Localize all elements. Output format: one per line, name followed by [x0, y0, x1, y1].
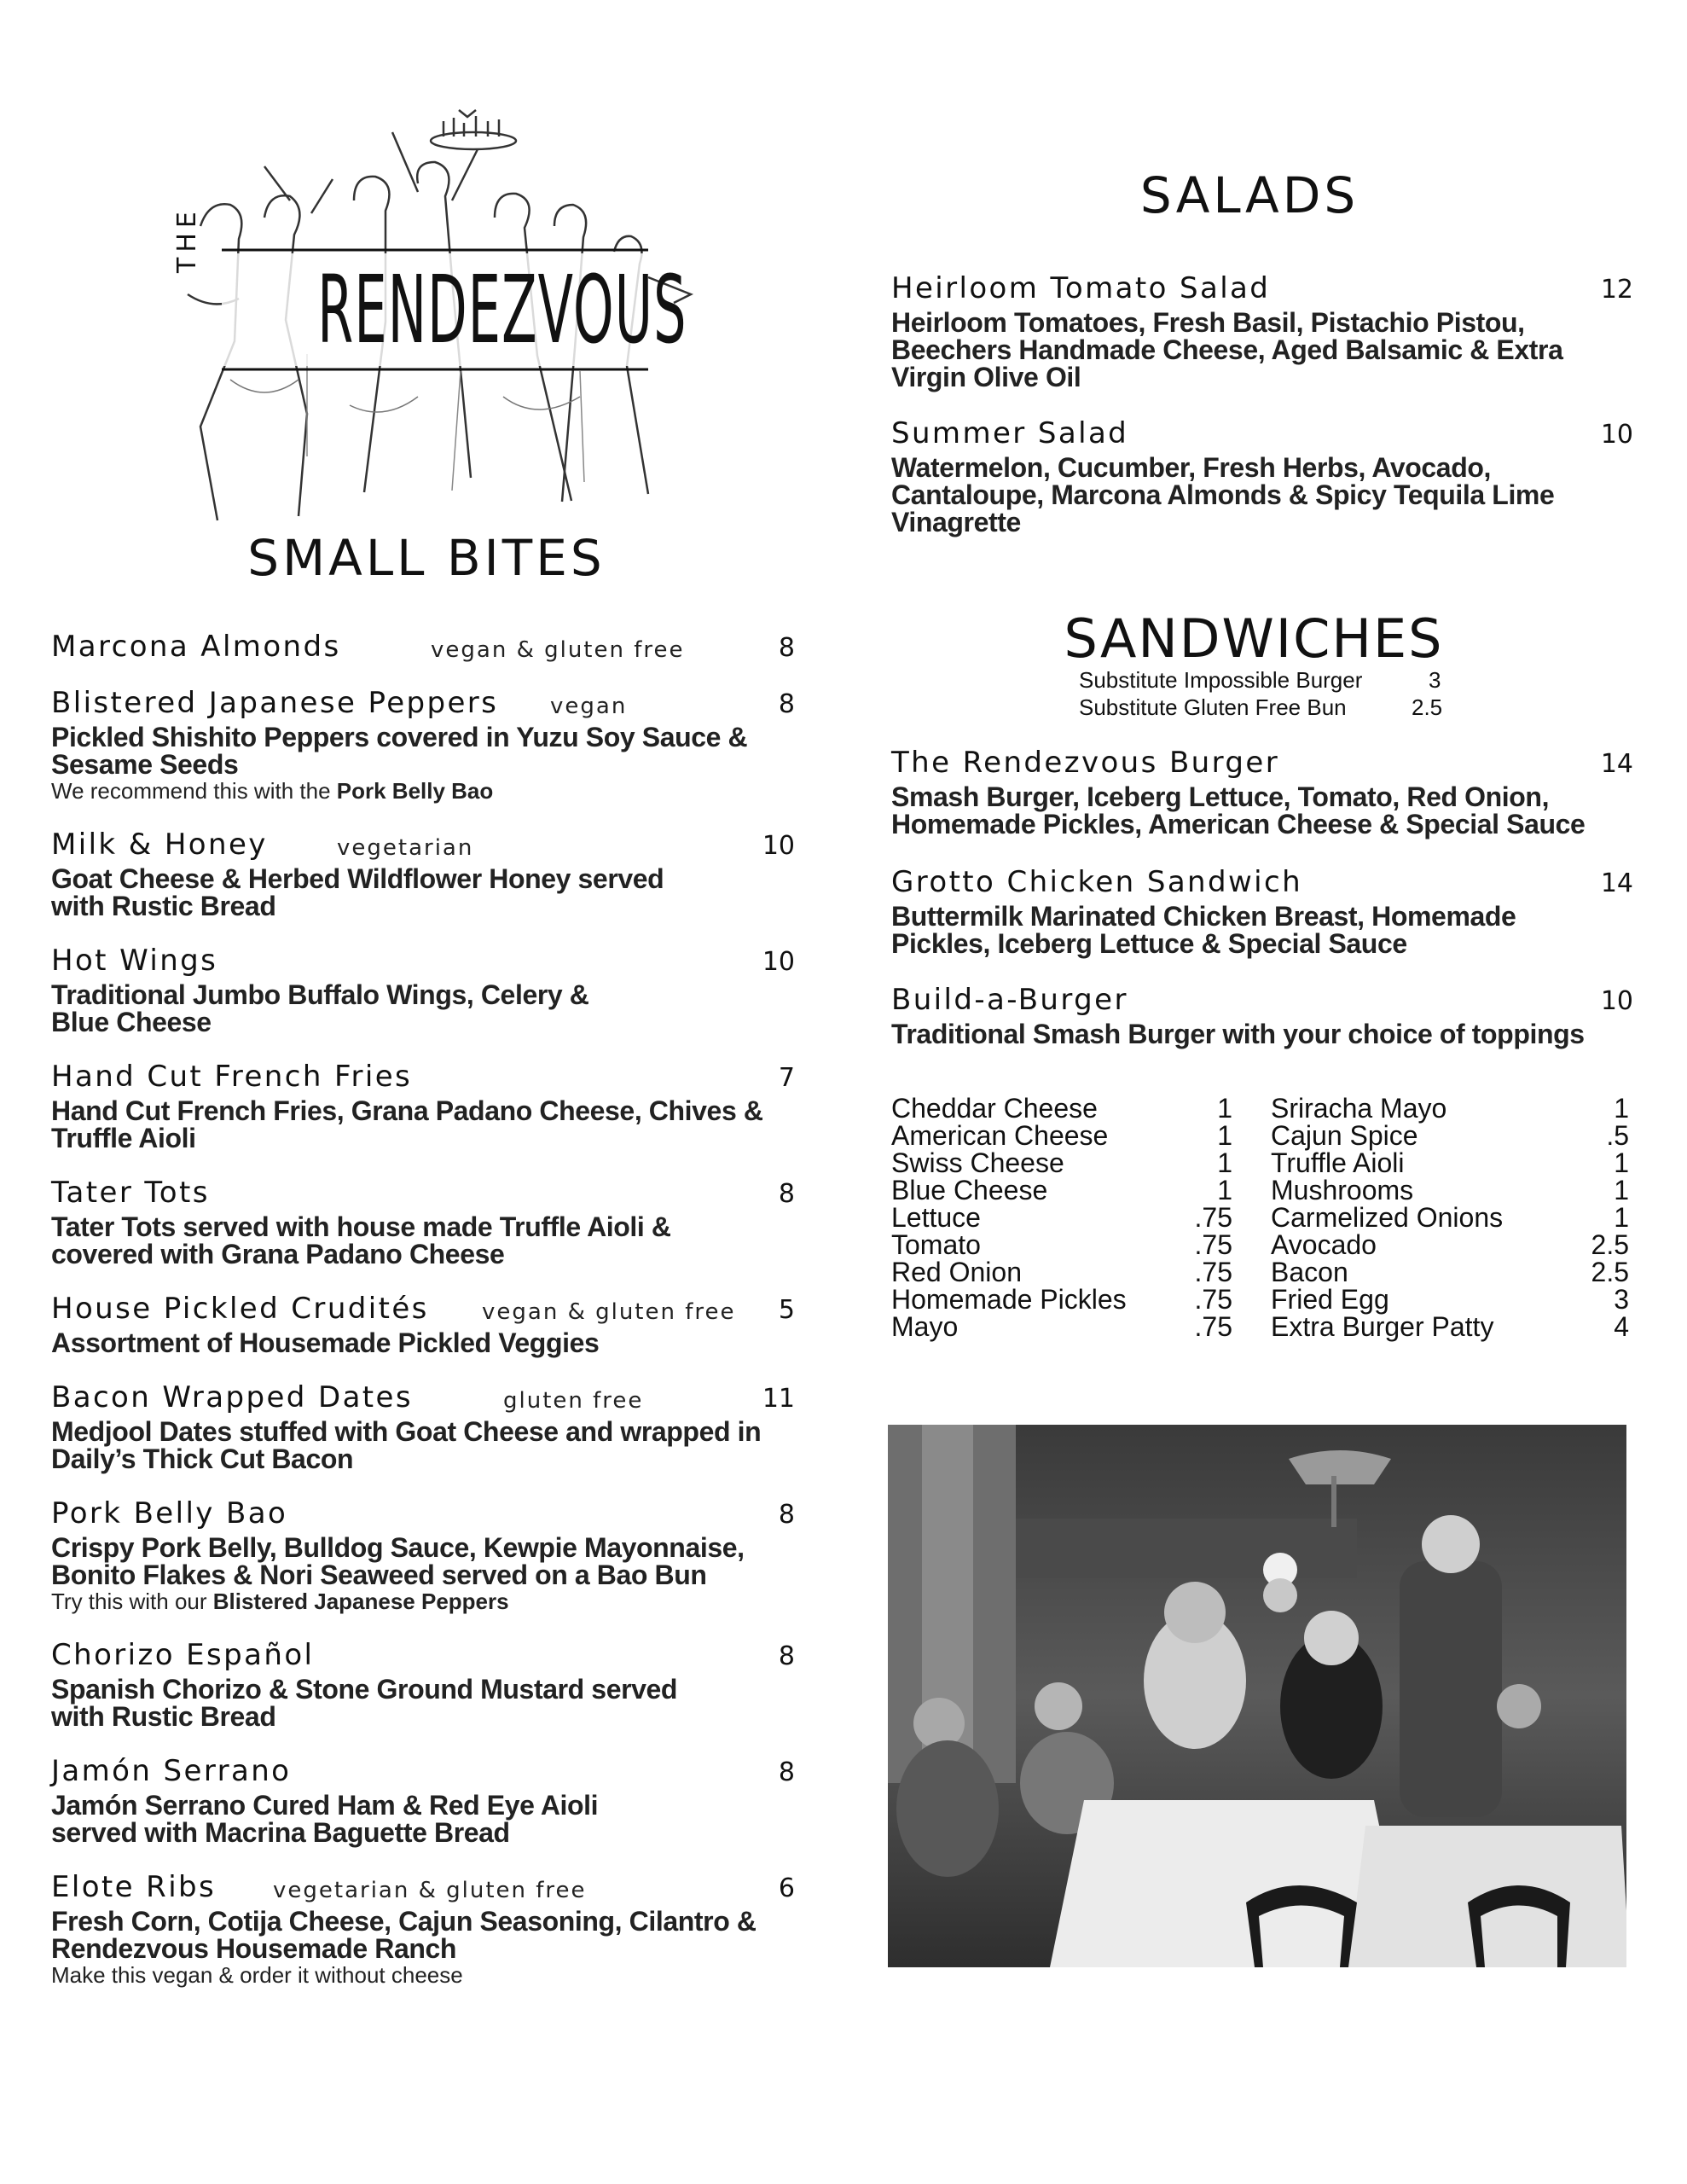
topping-name: Fried Egg [1271, 1284, 1389, 1315]
topping-row [891, 1149, 1232, 1176]
topping-price: 1 [1217, 1093, 1232, 1124]
item-price: 6 [778, 1873, 795, 1903]
item-note [51, 1589, 795, 1614]
topping-row [1271, 1149, 1629, 1176]
item-description: Crispy Pork Belly, Bulldog Sauce, Kewpie Mayonnaise, Bonito Flakes & Nori Seaweed served on a Bao Bun [51, 1532, 745, 1590]
dietary-tag: vegan [550, 694, 628, 719]
topping-price: .75 [1194, 1311, 1232, 1342]
topping-price: 1 [1614, 1093, 1629, 1124]
topping-name: Cheddar Cheese [891, 1093, 1098, 1124]
topping-row [891, 1286, 1232, 1313]
item-description: Buttermilk Marinated Chicken Breast, Homemade Pickles, Iceberg Lettuce & Special Sauce [891, 901, 1516, 959]
topping-name: Lettuce [891, 1202, 981, 1233]
menu-item [51, 686, 795, 804]
menu-item [51, 1060, 795, 1152]
topping-row [1271, 1122, 1629, 1149]
item-name: Heirloom Tomato Salad [891, 271, 1271, 305]
item-name: Build-a-Burger [891, 983, 1128, 1017]
topping-row [1271, 1204, 1629, 1231]
topping-price: .5 [1606, 1120, 1629, 1151]
topping-name: Mushrooms [1271, 1175, 1414, 1205]
substitution-price: 3 [1429, 667, 1441, 693]
item-name: Milk & Honey [51, 828, 268, 862]
topping-price: 2.5 [1591, 1229, 1629, 1260]
note-highlight: Pork Belly Bao [336, 778, 494, 804]
topping-name: Avocado [1271, 1229, 1377, 1260]
topping-price: 4 [1614, 1311, 1629, 1342]
topping-row [1271, 1286, 1629, 1313]
item-price: 8 [778, 1757, 795, 1787]
note-text: Try this with our [51, 1589, 213, 1614]
note-text: Make this vegan & order it without cheese [51, 1962, 463, 1988]
menu-item [51, 1496, 795, 1614]
topping-row [891, 1122, 1232, 1149]
topping-price: 1 [1614, 1147, 1629, 1178]
topping-price: .75 [1194, 1284, 1232, 1315]
topping-name: Cajun Spice [1271, 1120, 1418, 1151]
item-description: Medjool Dates stuffed with Goat Cheese and wrapped in Daily’s Thick Cut Bacon [51, 1416, 762, 1474]
menu-item [51, 1870, 795, 1988]
toppings-list-right [1271, 1095, 1629, 1340]
substitution-label: Substitute Gluten Free Bun [1079, 694, 1347, 720]
item-name: Pork Belly Bao [51, 1496, 288, 1531]
topping-row [1271, 1258, 1629, 1286]
item-name: Tater Tots [51, 1176, 210, 1210]
note-highlight: Blistered Japanese Peppers [212, 1589, 509, 1614]
topping-name: Blue Cheese [891, 1175, 1048, 1205]
substitution-gluten-free-bun [1079, 694, 1443, 721]
item-price: 14 [1600, 749, 1633, 779]
item-name: House Pickled Crudités [51, 1292, 429, 1326]
item-price: 7 [778, 1063, 795, 1093]
salads-heading: SALADS [1139, 166, 1359, 224]
item-description: Goat Cheese & Herbed Wildflower Honey served with Rustic Bread [51, 863, 664, 921]
topping-row [891, 1313, 1232, 1340]
item-description: Heirloom Tomatoes, Fresh Basil, Pistachio Pistou, Beechers Handmade Cheese, Aged Balsamic & Extra Virgin Olive Oil [891, 307, 1563, 392]
dietary-tag: vegetarian & gluten free [273, 1878, 587, 1903]
menu-item [891, 865, 1633, 957]
vintage-restaurant-photo [888, 1425, 1626, 1967]
item-price: 10 [762, 831, 795, 861]
dietary-tag: vegan & gluten free [482, 1299, 736, 1325]
item-name: Hot Wings [51, 944, 218, 978]
item-description: Spanish Chorizo & Stone Ground Mustard served with Rustic Bread [51, 1674, 678, 1732]
topping-row [891, 1204, 1232, 1231]
topping-price: 1 [1217, 1147, 1232, 1178]
sandwiches-list [891, 746, 1633, 1072]
small-bites-list [51, 630, 795, 2012]
dietary-tag: vegan & gluten free [431, 637, 685, 663]
item-price: 8 [778, 1179, 795, 1209]
menu-item [891, 416, 1633, 536]
menu-item [51, 1638, 795, 1730]
item-name: Summer Salad [891, 416, 1129, 450]
topping-price: 3 [1614, 1284, 1629, 1315]
item-description: Jamón Serrano Cured Ham & Red Eye Aioli served with Macrina Baguette Bread [51, 1790, 599, 1848]
item-price: 8 [778, 689, 795, 719]
item-price: 8 [778, 1500, 795, 1530]
logo-the-text: THE [172, 206, 202, 273]
small-bites-heading: SMALL BITES [247, 529, 606, 587]
menu-item [51, 944, 795, 1036]
topping-row [1271, 1176, 1629, 1204]
topping-row [891, 1176, 1232, 1204]
item-name: Hand Cut French Fries [51, 1060, 413, 1094]
menu-item [51, 1176, 795, 1268]
topping-price: 1 [1614, 1202, 1629, 1233]
logo-name-text: RENDEZVOUS [317, 255, 687, 364]
item-description: Tater Tots served with house made Truffle Aioli & covered with Grana Padano Cheese [51, 1211, 671, 1269]
item-price: 11 [762, 1384, 795, 1414]
note-text: We recommend this with the [51, 778, 337, 804]
topping-name: Mayo [891, 1311, 959, 1342]
topping-name: American Cheese [891, 1120, 1109, 1151]
item-description: Fresh Corn, Cotija Cheese, Cajun Seasoning, Cilantro & Rendezvous Housemade Ranch [51, 1906, 757, 1964]
item-name: Bacon Wrapped Dates [51, 1380, 413, 1414]
topping-price: 2.5 [1591, 1257, 1629, 1287]
toppings-list-left [891, 1095, 1232, 1340]
topping-price: .75 [1194, 1257, 1232, 1287]
topping-name: Sriracha Mayo [1271, 1093, 1447, 1124]
item-description: Pickled Shishito Peppers covered in Yuzu Soy Sauce & Sesame Seeds [51, 722, 748, 780]
topping-price: 1 [1217, 1175, 1232, 1205]
menu-item [51, 1380, 795, 1472]
item-name: The Rendezvous Burger [891, 746, 1280, 780]
item-note [51, 778, 795, 804]
topping-name: Homemade Pickles [891, 1284, 1127, 1315]
item-name: Jamón Serrano [51, 1754, 292, 1788]
topping-row [1271, 1231, 1629, 1258]
restaurant-logo [136, 98, 699, 542]
dietary-tag: vegetarian [337, 835, 474, 861]
substitution-price: 2.5 [1412, 694, 1443, 720]
topping-row [891, 1095, 1232, 1122]
item-price: 5 [778, 1295, 795, 1325]
item-description: Assortment of Housemade Pickled Veggies [51, 1327, 600, 1358]
menu-item [51, 1754, 795, 1846]
topping-price: .75 [1194, 1202, 1232, 1233]
item-description: Traditional Smash Burger with your choice of toppings [891, 1019, 1585, 1049]
topping-name: Truffle Aioli [1271, 1147, 1405, 1178]
menu-item [891, 746, 1633, 838]
item-name: Elote Ribs [51, 1870, 217, 1904]
topping-row [1271, 1313, 1629, 1340]
item-note [51, 1962, 795, 1988]
substitution-label: Substitute Impossible Burger [1079, 667, 1363, 693]
sandwiches-heading: SANDWICHES [1064, 607, 1444, 670]
item-name: Grotto Chicken Sandwich [891, 865, 1303, 899]
topping-name: Red Onion [891, 1257, 1022, 1287]
topping-price: 1 [1217, 1120, 1232, 1151]
substitution-impossible-burger [1079, 667, 1441, 694]
menu-item [891, 983, 1633, 1048]
item-description: Hand Cut French Fries, Grana Padano Cheese, Chives & Truffle Aioli [51, 1095, 763, 1153]
item-name: Marcona Almonds [51, 630, 341, 664]
topping-name: Tomato [891, 1229, 981, 1260]
item-description: Traditional Jumbo Buffalo Wings, Celery & Blue Cheese [51, 979, 589, 1037]
topping-row [891, 1258, 1232, 1286]
salads-list [891, 271, 1633, 560]
item-price: 8 [778, 1641, 795, 1671]
item-price: 10 [762, 947, 795, 977]
item-price: 10 [1600, 986, 1633, 1016]
topping-price: 1 [1614, 1175, 1629, 1205]
topping-name: Carmelized Onions [1271, 1202, 1504, 1233]
topping-price: .75 [1194, 1229, 1232, 1260]
topping-row [891, 1231, 1232, 1258]
topping-name: Bacon [1271, 1257, 1348, 1287]
menu-item [51, 1292, 795, 1356]
item-description: Watermelon, Cucumber, Fresh Herbs, Avocado, Cantaloupe, Marcona Almonds & Spicy Tequila Lime Vinagrette [891, 452, 1555, 537]
item-price: 12 [1600, 275, 1633, 305]
item-price: 8 [778, 633, 795, 663]
topping-row [1271, 1095, 1629, 1122]
topping-name: Swiss Cheese [891, 1147, 1064, 1178]
item-description: Smash Burger, Iceberg Lettuce, Tomato, Red Onion, Homemade Pickles, American Cheese & Special Sauce [891, 781, 1586, 839]
menu-item [51, 828, 795, 920]
item-price: 10 [1600, 420, 1633, 450]
topping-name: Extra Burger Patty [1271, 1311, 1494, 1342]
item-name: Chorizo Español [51, 1638, 315, 1672]
dietary-tag: gluten free [503, 1388, 644, 1414]
item-name: Blistered Japanese Peppers [51, 686, 499, 720]
menu-item [891, 271, 1633, 391]
menu-item [51, 630, 795, 667]
item-price: 14 [1600, 868, 1633, 898]
